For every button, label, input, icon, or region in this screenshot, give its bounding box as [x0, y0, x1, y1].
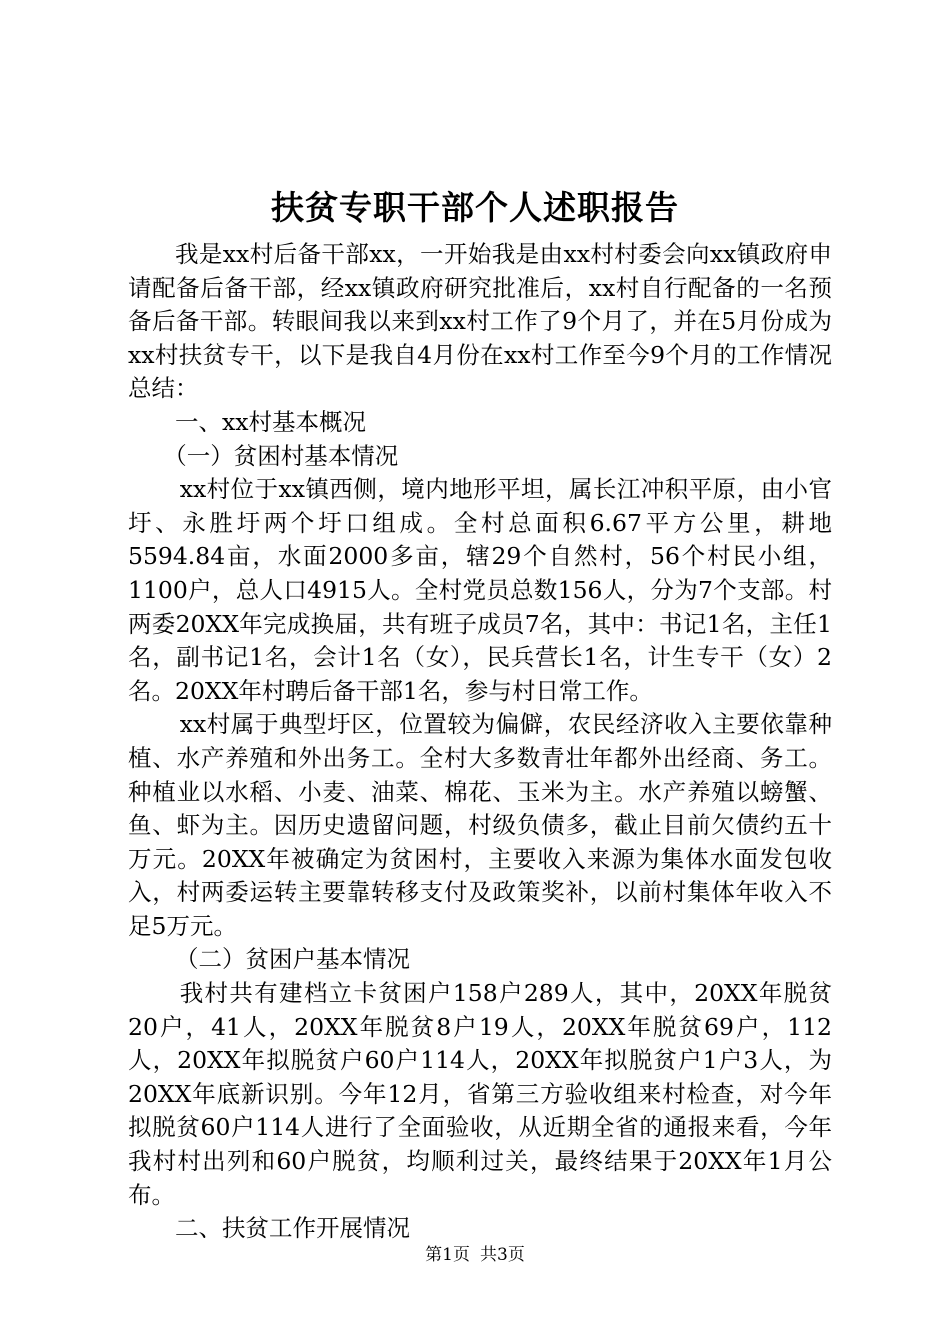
page-footer: [0, 1243, 950, 1267]
page-number: 第1页: [425, 1245, 470, 1265]
paragraph-poor-households: 我村共有建档立卡贫困户158户289人，其中，20XX年脱贫20户，41人，20XX年脱贫8户19人，20XX年脱贫69户，112人，20XX年拟脱贫户60户114人，20XX年拟脱贫户1户3人，为20XX年底新识别。今年12月，省第三方验收组来村检查，对今年拟脱贫60户114人进行了全面验收，从近期全省的通报来看，今年我村村出列和60户脱贫，均顺利过关，最终结果于20XX年1月公布。: [128, 979, 832, 1209]
document-title: 扶贫专职干部个人述职报告: [271, 188, 679, 227]
paragraph-village-economy: xx村属于典型圩区，位置较为偏僻，农民经济收入主要依靠种植、水产养殖和外出务工。全村大多数青壮年都外出经商、务工。种植业以水稻、小麦、油菜、棉花、玉米为主。水产养殖以螃蟹、鱼、虾为主。因历史遗留问题，村级负债多，截止目前欠债约五十万元。20XX年被确定为贫困村，主要收入来源为集体水面发包收入，村两委运转主要靠转移支付及政策奖补，以前村集体年收入不足5万元。: [128, 710, 832, 940]
subsection-heading-2: （二）贫困户基本情况: [175, 945, 410, 974]
document-body: [128, 238, 832, 1246]
subsection-heading-1: （一）贫困村基本情况: [163, 441, 399, 470]
paragraph-village-overview: xx村位于xx镇西侧，境内地形平坦，属长江冲积平原，由小官圩、永胜圩两个圩口组成。全村总面积6.67平方公里，耕地5594.84亩，水面2000多亩，辖29个自然村，56个村民小组，1100户，总人口4915人。全村党员总数156人，分为7个支部。村两委20XX年完成换届，共有班子成员7名，其中：书记1名，主任1名，副书记1名，会计1名（女），民兵营长1名，计生专干（女）2名。20XX年村聘后备干部1名，参与村日常工作。: [128, 475, 832, 705]
paragraph-intro: 我是xx村后备干部xx，一开始我是由xx村村委会向xx镇政府申请配备后备干部，经xx镇政府研究批准后，xx村自行配备的一名预备后备干部。转眼间我以来到xx村工作了9个月了，并在5月份成为xx村扶贫专干，以下是我自4月份在xx村工作至今9个月的工作情况总结：: [128, 240, 832, 403]
section-heading-1: 一、xx村基本概况: [175, 407, 367, 436]
section-heading-2: 二、扶贫工作开展情况: [175, 1214, 410, 1243]
page-total: 共3页: [480, 1245, 525, 1265]
